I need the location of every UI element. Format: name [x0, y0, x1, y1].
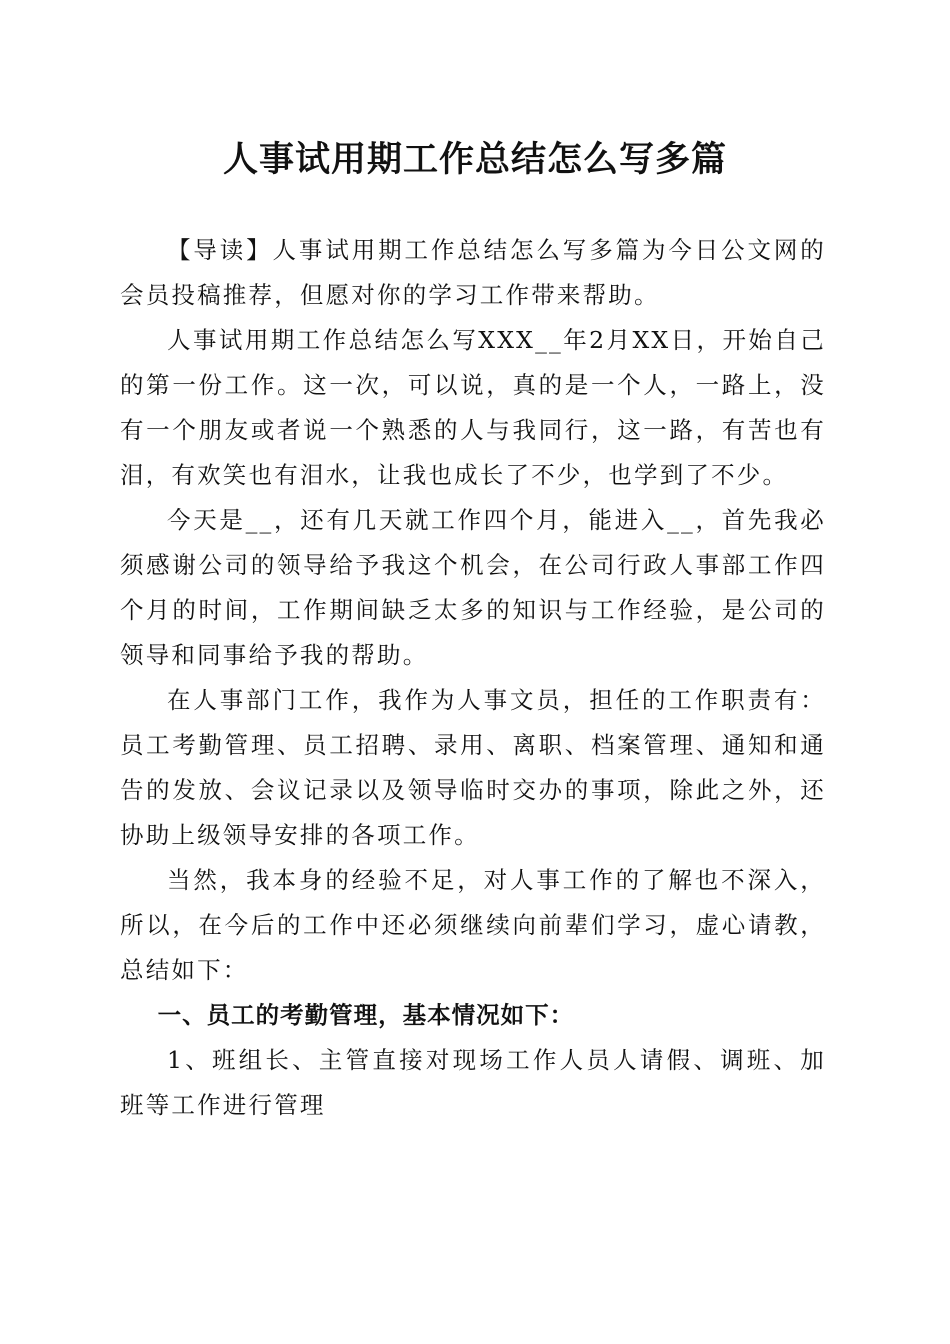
intro-paragraph: 【导读】人事试用期工作总结怎么写多篇为今日公文网的会员投稿推荐，但愿对你的学习工作带来帮助。	[120, 236, 826, 309]
body-paragraph: 在人事部门工作，我作为人事文员，担任的工作职责有：员工考勤管理、员工招聘、录用、离职、档案管理、通知和通告的发放、会议记录以及领导临时交办的事项，除此之外，还协助上级领导安排的各项工作。	[120, 686, 826, 849]
body-paragraph: 今天是__，还有几天就工作四个月，能进入__，首先我必须感谢公司的领导给予我这个机会，在公司行政人事部工作四个月的时间，工作期间缺乏太多的知识与工作经验，是公司的领导和同事给予我的帮助。	[120, 506, 826, 669]
section-heading: 一、员工的考勤管理，基本情况如下：	[157, 1001, 575, 1029]
document-title: 人事试用期工作总结怎么写多篇	[222, 139, 727, 180]
list-item: 1、班组长、主管直接对现场工作人员人请假、调班、加班等工作进行管理	[120, 1046, 826, 1119]
body-paragraph: 当然，我本身的经验不足，对人事工作的了解也不深入，所以，在今后的工作中还必须继续向前辈们学习，虚心请教，总结如下：	[120, 866, 826, 984]
body-paragraph: 人事试用期工作总结怎么写XXX__年2月XX日，开始自己的第一份工作。这一次，可以说，真的是一个人，一路上，没有一个朋友或者说一个熟悉的人与我同行，这一路，有苦也有泪，有欢笑也有泪水，让我也成长了不少，也学到了不少。	[120, 326, 826, 489]
document-body	[120, 228, 826, 1128]
